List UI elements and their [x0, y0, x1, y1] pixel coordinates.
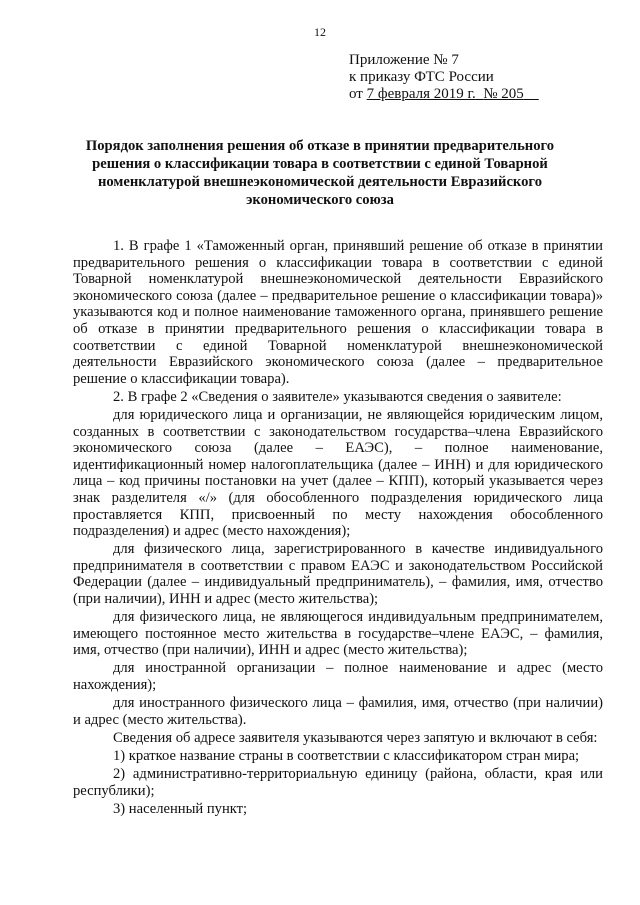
- paragraph-2: 2. В графе 2 «Сведения о заявителе» указываются сведения о заявителе:: [113, 388, 562, 405]
- annex-order-number: № 205: [483, 86, 524, 102]
- paragraph-address-intro: Сведения об адресе заявителя указываются через запятую и включают в себя:: [113, 729, 598, 746]
- document-body: [73, 238, 603, 819]
- paragraph-foreign-person: для иностранного физического лица – фамилия, имя, отчество (при наличии) и адрес (место жительства).: [73, 695, 603, 728]
- paragraph-physical-person: для физического лица, не являющегося индивидуальным предпринимателем, имеющего постоянное место жительства в государстве–члене ЕАЭС, – фамилия, имя, отчество (при наличии), ИНН и адрес (место жительства);: [73, 609, 603, 659]
- annex-tail: [524, 86, 539, 102]
- document-title: Порядок заполнения решения об отказе в принятии предварительного решения о классификации товара в соответствии с единой Товарной номенклатурой внешнеэкономической деятельности Евразийского экономического союза: [85, 138, 555, 208]
- list-item-region: 2) административно-территориальную единицу (района, области, края или республики);: [73, 765, 603, 799]
- paragraph-legal-entity: для юридического лица и организации, не являющейся юридическим лицом, созданных в соответствии с законодательством государства–члена Евразийского экономического союза (далее – ЕАЭС), – полное наименование, идентификационный номер налогоплательщика (далее – ИНН) и для юридического лица – код причины постановки на учет (далее – КПП), который указывается через знак разделителя «/» (для обособленного подразделения юридического лица проставляется КПП, присвоенный по месту нахождения обособленного подразделения) и адрес (место нахождения);: [73, 406, 603, 540]
- paragraph-1: 1. В графе 1 «Таможенный орган, принявший решение об отказе в принятии предварительного решения о классификации товара в соответствии с единой Товарной номенклатурой внешнеэкономической деятельности Евразийского экономического союза (далее – предварительное решение о классификации товара)» указываются код и полное наименование таможенного органа, принявшего решение об отказе в принятии предварительного решения о классификации товара в соответствии с единой Товарной номенклатурой внешнеэкономической деятельности Евразийского экономического союза (далее – предварительное решение о классификации товара).: [73, 238, 603, 387]
- annex-line-3: [349, 86, 539, 103]
- paragraph-individual-entrepreneur: для физического лица, зарегистрированного в качестве индивидуального предпринимателя в соответствии с правом ЕАЭС и законодательством Российской Федерации (далее – индивидуальный предприниматель), – фамилия, имя, отчество (при наличии), ИНН и адрес (место жительства);: [73, 541, 603, 607]
- list-item-country: 1) краткое название страны в соответствии с классификатором стран мира;: [113, 747, 580, 764]
- page-number: 12: [314, 25, 326, 39]
- annex-date: 7 февраля 2019 г.: [366, 86, 476, 102]
- paragraph-foreign-organization: для иностранной организации – полное наименование и адрес (место нахождения);: [73, 660, 603, 693]
- list-item-locality: 3) населенный пункт;: [113, 800, 248, 817]
- annex-line-2: к приказу ФТС России: [349, 69, 494, 85]
- annex-block: [349, 52, 539, 103]
- annex-line-1: Приложение № 7: [349, 52, 459, 68]
- annex-date-prefix: от: [349, 86, 367, 102]
